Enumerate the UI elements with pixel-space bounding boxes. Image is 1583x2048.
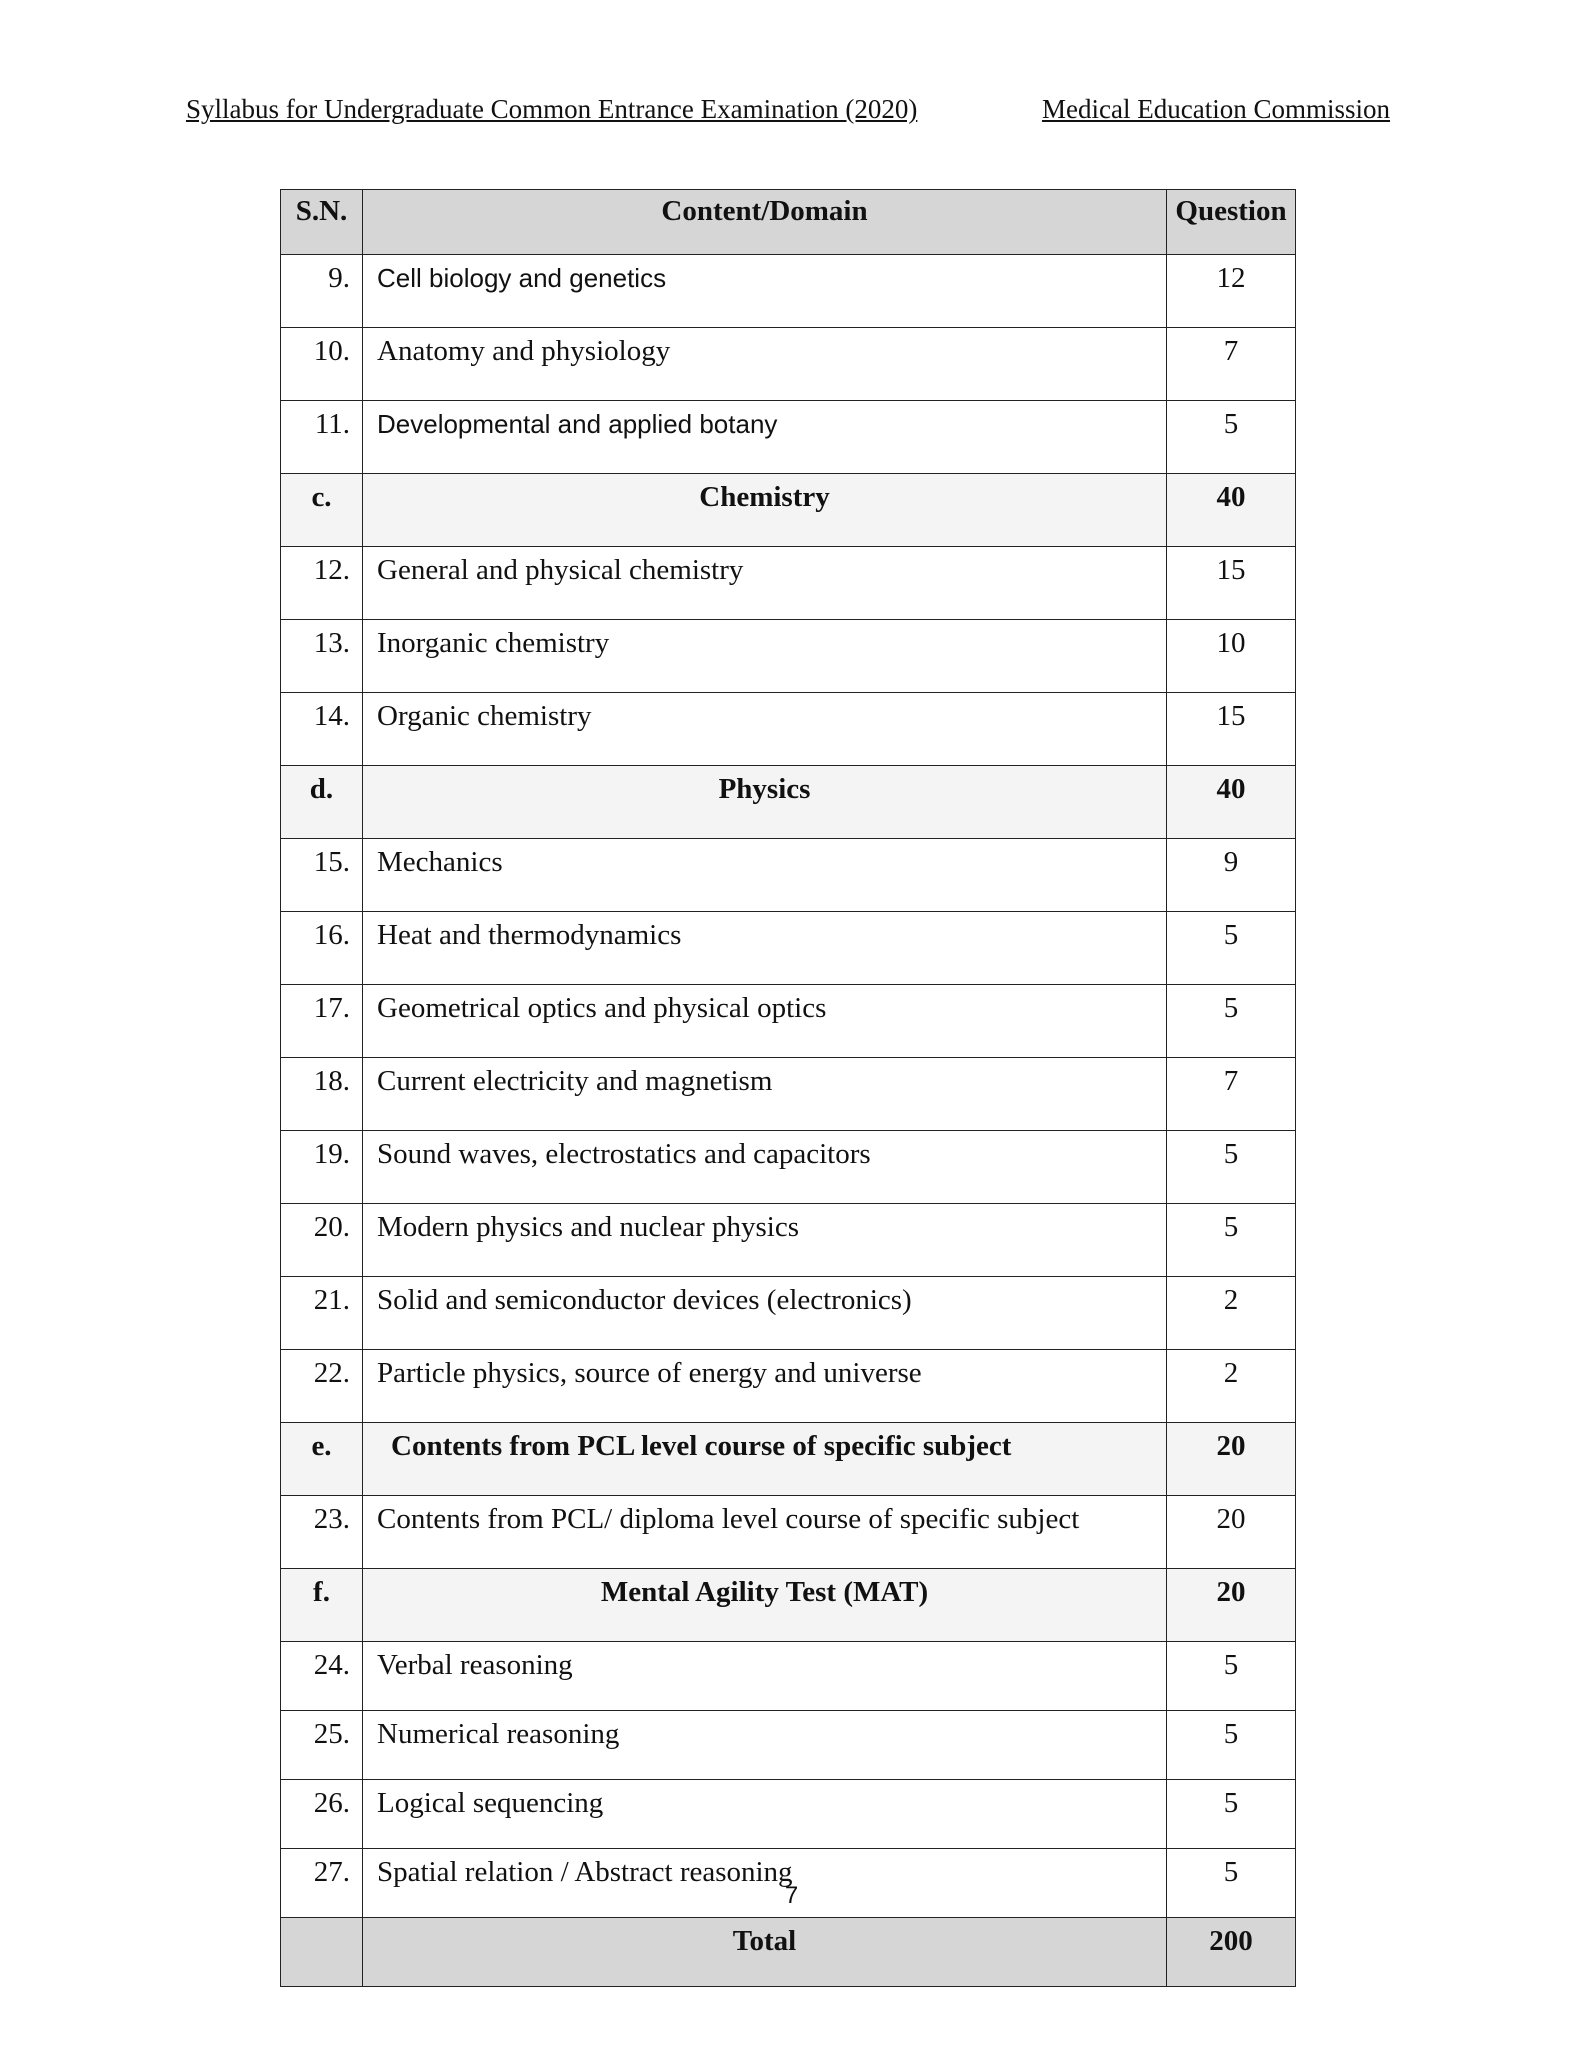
table-row (281, 1204, 1296, 1277)
row-sn: 19. (281, 1131, 363, 1204)
row-question-count: 5 (1167, 1204, 1296, 1277)
table-row (281, 1780, 1296, 1849)
section-title: Contents from PCL level course of specific subject (363, 1423, 1167, 1496)
table-header-row (281, 190, 1296, 255)
row-question-count: 15 (1167, 547, 1296, 620)
row-topic: Developmental and applied botany (363, 401, 1167, 474)
section-question-count: 40 (1167, 766, 1296, 839)
table-row (281, 1058, 1296, 1131)
row-sn: 25. (281, 1711, 363, 1780)
header-organization: Medical Education Commission (1042, 94, 1390, 124)
row-topic: Geometrical optics and physical optics (363, 985, 1167, 1058)
row-topic: Organic chemistry (363, 693, 1167, 766)
row-topic: Anatomy and physiology (363, 328, 1167, 401)
header-question: Question (1167, 190, 1296, 255)
section-label: e. (281, 1423, 363, 1496)
row-sn: 26. (281, 1780, 363, 1849)
section-row-chemistry (281, 474, 1296, 547)
row-question-count: 9 (1167, 839, 1296, 912)
table-row (281, 912, 1296, 985)
section-question-count: 40 (1167, 474, 1296, 547)
table-row (281, 1131, 1296, 1204)
row-question-count: 10 (1167, 620, 1296, 693)
row-sn: 23. (281, 1496, 363, 1569)
total-label: Total (363, 1918, 1167, 1987)
row-question-count: 5 (1167, 1780, 1296, 1849)
table-row (281, 1711, 1296, 1780)
row-topic: Current electricity and magnetism (363, 1058, 1167, 1131)
page-number: 7 (784, 1882, 799, 1909)
row-topic: Spatial relation / Abstract reasoning (363, 1849, 1167, 1918)
header-sn: S.N. (281, 190, 363, 255)
table-row (281, 255, 1296, 328)
row-sn: 14. (281, 693, 363, 766)
section-row-mat (281, 1569, 1296, 1642)
table-row (281, 1496, 1296, 1569)
row-topic: Cell biology and genetics (363, 255, 1167, 328)
row-topic: General and physical chemistry (363, 547, 1167, 620)
row-question-count: 7 (1167, 1058, 1296, 1131)
row-question-count: 20 (1167, 1496, 1296, 1569)
table-row (281, 839, 1296, 912)
row-topic: Sound waves, electrostatics and capacitors (363, 1131, 1167, 1204)
table-row (281, 401, 1296, 474)
row-topic: Solid and semiconductor devices (electronics) (363, 1277, 1167, 1350)
table-row (281, 693, 1296, 766)
row-sn: 18. (281, 1058, 363, 1131)
row-topic: Modern physics and nuclear physics (363, 1204, 1167, 1277)
row-question-count: 5 (1167, 1849, 1296, 1918)
row-sn: 21. (281, 1277, 363, 1350)
total-sn-empty (281, 1918, 363, 1987)
row-question-count: 5 (1167, 401, 1296, 474)
section-title: Chemistry (363, 474, 1167, 547)
row-sn: 20. (281, 1204, 363, 1277)
row-sn: 13. (281, 620, 363, 693)
row-topic: Inorganic chemistry (363, 620, 1167, 693)
total-question-count: 200 (1167, 1918, 1296, 1987)
row-sn: 17. (281, 985, 363, 1058)
header-content-domain: Content/Domain (363, 190, 1167, 255)
row-topic: Contents from PCL/ diploma level course of specific subject (363, 1496, 1167, 1569)
row-sn: 9. (281, 255, 363, 328)
row-topic: Mechanics (363, 839, 1167, 912)
table-row (281, 1350, 1296, 1423)
section-label: c. (281, 474, 363, 547)
page-header (186, 92, 1390, 126)
table-row (281, 547, 1296, 620)
section-label: f. (281, 1569, 363, 1642)
row-sn: 16. (281, 912, 363, 985)
section-row-physics (281, 766, 1296, 839)
total-row (281, 1918, 1296, 1987)
row-question-count: 5 (1167, 1711, 1296, 1780)
section-question-count: 20 (1167, 1423, 1296, 1496)
table-row (281, 1642, 1296, 1711)
row-sn: 10. (281, 328, 363, 401)
section-title: Mental Agility Test (MAT) (363, 1569, 1167, 1642)
table-row (281, 328, 1296, 401)
table-row (281, 620, 1296, 693)
header-title: Syllabus for Undergraduate Common Entrance Examination (2020) (186, 94, 918, 124)
row-topic: Heat and thermodynamics (363, 912, 1167, 985)
row-sn: 27. (281, 1849, 363, 1918)
row-sn: 12. (281, 547, 363, 620)
row-question-count: 5 (1167, 985, 1296, 1058)
row-question-count: 5 (1167, 1131, 1296, 1204)
row-sn: 22. (281, 1350, 363, 1423)
row-topic: Logical sequencing (363, 1780, 1167, 1849)
row-sn: 15. (281, 839, 363, 912)
section-question-count: 20 (1167, 1569, 1296, 1642)
table-row (281, 985, 1296, 1058)
row-question-count: 2 (1167, 1277, 1296, 1350)
row-topic: Verbal reasoning (363, 1642, 1167, 1711)
row-question-count: 7 (1167, 328, 1296, 401)
row-topic: Particle physics, source of energy and universe (363, 1350, 1167, 1423)
table-row (281, 1277, 1296, 1350)
row-question-count: 5 (1167, 1642, 1296, 1711)
row-topic: Numerical reasoning (363, 1711, 1167, 1780)
row-question-count: 15 (1167, 693, 1296, 766)
row-sn: 11. (281, 401, 363, 474)
row-question-count: 12 (1167, 255, 1296, 328)
row-sn: 24. (281, 1642, 363, 1711)
section-title: Physics (363, 766, 1167, 839)
section-label: d. (281, 766, 363, 839)
section-row-pcl-contents (281, 1423, 1296, 1496)
syllabus-table (280, 189, 1296, 1987)
row-question-count: 5 (1167, 912, 1296, 985)
row-question-count: 2 (1167, 1350, 1296, 1423)
